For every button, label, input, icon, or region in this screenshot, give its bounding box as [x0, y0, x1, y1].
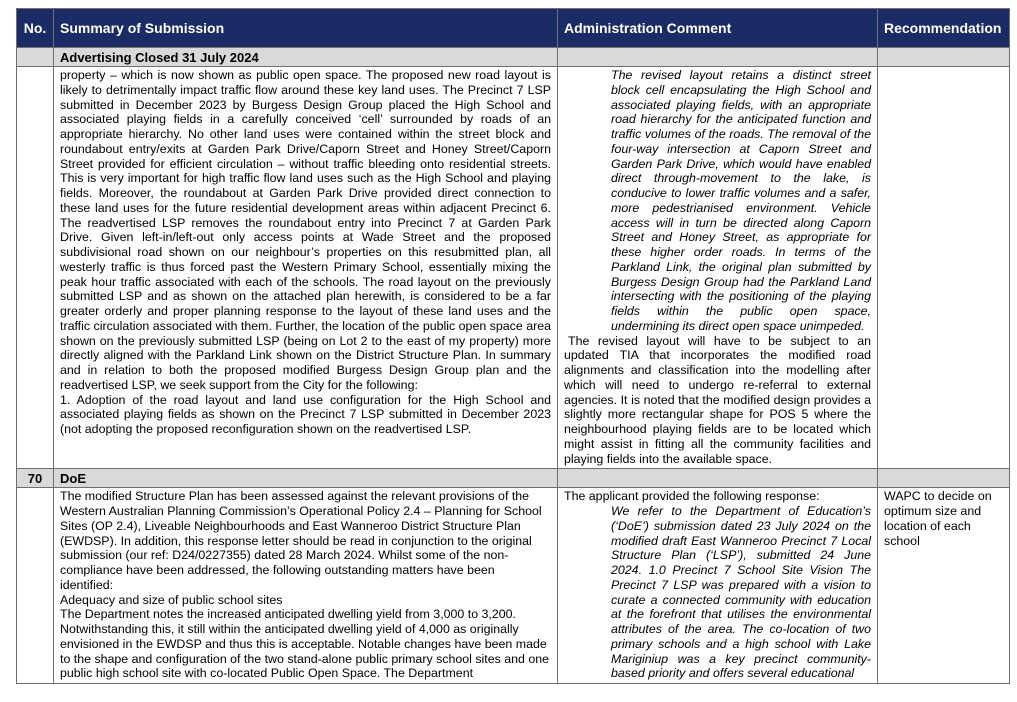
submitter-recommendation-cell [878, 469, 1010, 488]
summary-paragraph: The Department notes the increased anticipated dwelling yield from 3,000 to 3,200. Notwithstanding this, it still within the anticipated dwelling yield of 4,000 as originally envisioned in the EWDSP and thus this is acceptable. Notable changes have been made to the shape and configuration of the two stand-alone public primary school sites and one public high school site with co-located Public Open Space. The Department [60, 607, 550, 681]
summary-cell [54, 488, 558, 684]
comment-intro: The applicant provided the following response: [564, 489, 820, 504]
comment-cell [558, 67, 878, 469]
section-label: Advertising Closed 31 July 2024 [54, 48, 558, 67]
comment-paragraph: The revised layout will have to be subject to an updated TIA that incorporates the modified road alignments and classification into the modelling after which will need to undergo re-referral to external agencies. It is noted that the modified design provides a slightly more rectangular shape for POS 5 where the neighbourhood playing fields are to be located which might assist in fitting all the community facilities and playing fields into the available space. [564, 333, 871, 466]
table-row [17, 488, 1010, 684]
section-recommendation-cell [878, 48, 1010, 67]
comment-quote: The revised layout retains a distinct street block cell encapsulating the High School and associated playing fields, with an appropriate road hierarchy for the anticipated function and traffic volumes of the roads. The removal of the four-way intersection at Caporn Street and Garden Park Drive, which would have enabled direct through-movement to the lake, is conducive to lower traffic volumes and a safer, more pedestrianised environment. Vehicle access will in turn be directed along Caporn Street and Honey Street, as appropriate for these higher order roads. In terms of the Parkland Link, the original plan submitted by Burgess Design Group had the Parkland Land intersecting with the positioning of the playing fields within the public open space, undermining its direct open space unimpeded. [611, 68, 871, 333]
summary-list-item: 1. Adoption of the road layout and land use configuration for the High School and associated playing fields as shown on the Precinct 7 LSP submitted in December 2023 (not adopting the proposed reconfiguration shown on the readvertised LSP. [60, 392, 551, 436]
summary-paragraph: property – which is now shown as public open space. The proposed new road layout is likely to detrimentally impact traffic flow around these key land uses. The Precinct 7 LSP submitted in December 2023 by Burgess Design Group placed the High School and associated playing fields in a carefully conceived ‘cell’ surrounded by roads of an appropriate hierarchy. No other land uses were contained within the street block and roundabout entry/exits at Garden Park Drive/Caporn Street and Honey Street/Caporn Street provided for efficient circulation – without traffic bleeding onto residential streets. This is very important for high traffic flow land uses such as the High School and playing fields. Moreover, the roundabout at Garden Park Drive provided direct connection to these land uses for the future residential development areas within adjacent Precinct 6. The readvertised LSP removes the roundabout entry into Precinct 7 at Garden Park Drive. Given left-in/left-out only access points at Wade Street and the proposed subdivisional road shown on our neighbour’s properties on this resubmitted plan, all westerly traffic is thus forced past the Western Primary School, essentially mixing the peak hour traffic associated with each of the schools. The road layout on the previously submitted LSP and as shown on the attached plan herewith, is considered to be a far greater orderly and proper planning response to the layout of these land uses and the traffic circulation associated with them. Further, the location of the public open space area shown on the previously submitted LSP (being on Lot 2 to the east of my property) more directly aligned with the Parkland Link shown on the District Structure Plan. In summary and in relation to both the proposed modified Burgess Design Group plan and the readvertised LSP, we seek support from the City for the following: [60, 68, 551, 392]
section-no-cell [17, 48, 54, 67]
recommendation-cell [878, 67, 1010, 469]
submitter-comment-cell [558, 469, 878, 488]
submissions-table [16, 8, 1010, 684]
summary-cell [54, 67, 558, 469]
row-no-cell [17, 67, 54, 469]
recommendation-cell: WAPC to decide on optimum size and location of each school [878, 488, 1010, 684]
submission-header-row [17, 469, 1010, 488]
table-row [17, 67, 1010, 469]
summary-paragraph: The modified Structure Plan has been assessed against the relevant provisions of the Western Australian Planning Commission’s Operational Policy 2.4 – Planning for School Sites (OP 2.4), Liveable Neighbourhoods and East Wanneroo District Structure Plan (EWDSP). In addition, this response letter should be read in conjunction to the original submission (our ref: D24/0227355) dated 28 March 2024. Whilst some of the non-compliance have been addressed, the following outstanding matters have been identified: [60, 489, 542, 592]
section-row [17, 48, 1010, 67]
comment-cell [558, 488, 878, 684]
header-comment: Administration Comment [558, 9, 878, 48]
header-no: No. [17, 9, 54, 48]
summary-subheading: Adequacy and size of public school sites [60, 592, 283, 607]
section-comment-cell [558, 48, 878, 67]
table-header-row [17, 9, 1010, 48]
row-no-cell [17, 488, 54, 684]
submission-number: 70 [17, 469, 54, 488]
comment-quote: We refer to the Department of Education’s (‘DoE’) submission dated 23 July 2024 on the modified draft East Wanneroo Precinct 7 Local Structure Plan (‘LSP’), submitted 24 June 2024. 1.0 Precinct 7 School Site Vision The Precinct 7 LSP was prepared with a vision to curate a connected community with education at the forefront that utilises the environmental attributes of the area. The co-location of two primary schools and a high school with Lake Mariginiup was a key precinct community-based priority and offers several educational [611, 504, 871, 681]
header-summary: Summary of Submission [54, 9, 558, 48]
submitter-name: DoE [54, 469, 558, 488]
header-recommendation: Recommendation [878, 9, 1010, 48]
